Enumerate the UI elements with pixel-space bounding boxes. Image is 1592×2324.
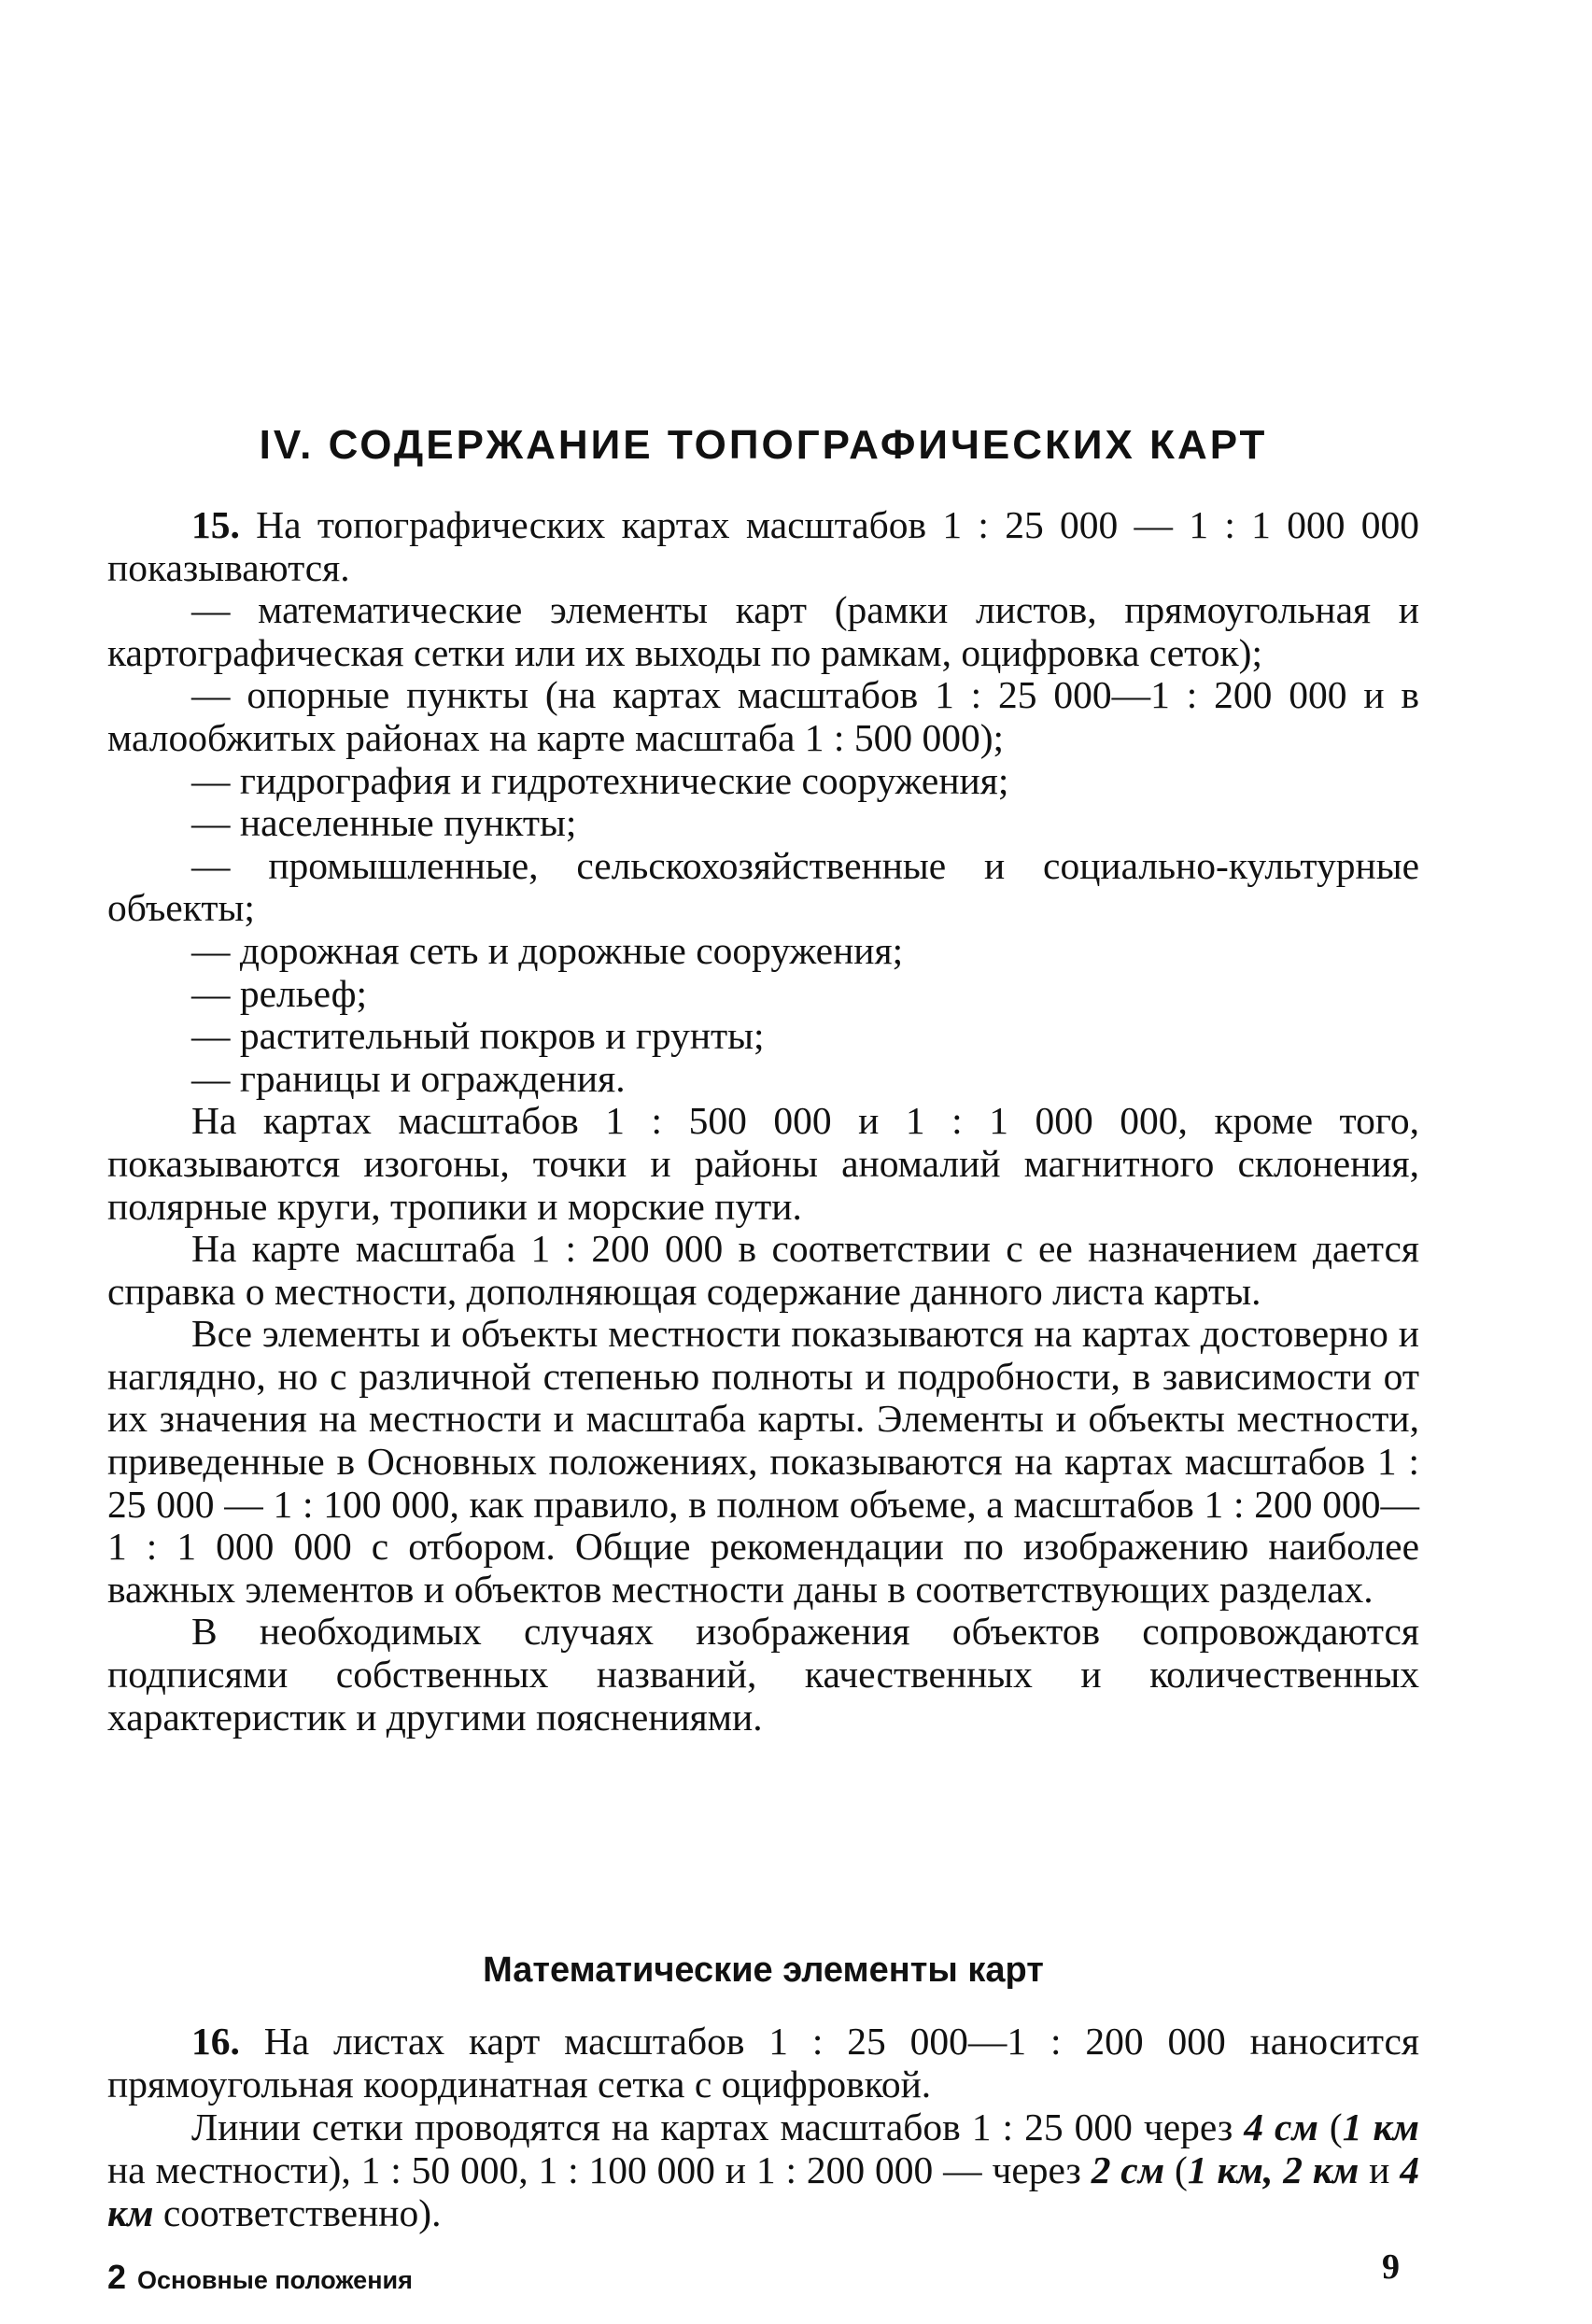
emphasis: 4 км [107,2148,1419,2234]
text-run: ( [1317,2106,1343,2148]
text-run: соответственно). [153,2191,442,2234]
paragraph: Все элементы и объекты местности показываются на картах достоверно и наглядно, но с различной степенью полноты и подробности, в зависимости от их значения на местности и масштаба карты. Элементы и объекты местности, приведенные в Основных положениях, показываются на картах масштабов 1 : 25 000 — 1 : 100 000, как правило, в полном объеме, а масштабов 1 : 200 000— 1 : 1 000 000 с отбором. Общие рекомендации по изображению наиболее важных элементов и объектов местности даны в соответствующих разделах. [107,1312,1419,1611]
emphasis: 1 км, 2 км [1187,2148,1360,2191]
page-number: 9 [1382,2247,1400,2287]
emphasis: 2 см [1091,2148,1165,2191]
paragraph-grid-lines [107,2106,1419,2234]
text-run: на местности), 1 : 50 000, 1 : 100 000 и 1 : 200 000 — через [107,2148,1092,2191]
paragraph: В необходимых случаях изображения объектов сопровождаются подписями собственных названий, качественных и количественных характеристик и другими пояснениями. [107,1610,1419,1739]
emphasis: 4 см [1244,2106,1318,2148]
text-run: и [1359,2148,1401,2191]
signature-number: 2 [107,2258,127,2296]
paragraph-text: На топографических картах масштабов 1 : 25 000 — 1 : 1 000 000 показываются. [107,503,1419,589]
list-item: — опорные пункты (на картах масштабов 1 : 25 000—1 : 200 000 и в малообжитых районах на карте масштаба 1 : 500 000); [107,673,1419,759]
list-item: — рельеф; [191,971,368,1015]
subsection-heading: Математические элементы карт [483,1951,1044,1990]
list-item: — населенные пункты; [191,801,577,845]
list-item: — растительный покров и грунты; [191,1014,765,1058]
subsection-body [107,2020,1419,2234]
list-item: — границы и ограждения. [191,1056,626,1100]
section-body [107,504,1419,1739]
paragraph: На картах масштабов 1 : 500 000 и 1 : 1 000 000, кроме того, показываются изогоны, точки и районы аномалий магнитного склонения, полярные круги, тропики и морские пути. [107,1099,1419,1228]
paragraph-text: На листах карт масштабов 1 : 25 000—1 : 200 000 наносится прямоугольная координатная сетка с оцифровкой. [107,2020,1419,2106]
text-run: Линии сетки проводятся на картах масштабов 1 : 25 000 через [191,2106,1245,2148]
list-item: — математические элементы карт (рамки листов, прямоугольная и картографическая сетки или их выходы по рамкам, оцифровка сеток); [107,588,1419,674]
paragraph: На карте масштаба 1 : 200 000 в соответствии с ее назначением дается справка о местности, дополняющая содержание данного листа карты. [107,1227,1419,1313]
list-item: — дорожная сеть и дорожные сооружения; [191,928,904,972]
paragraph-number: 16. [191,2020,240,2063]
emphasis: 1 км [1342,2106,1419,2148]
text-run: ( [1164,2148,1188,2191]
section-heading: IV. СОДЕРЖАНИЕ ТОПОГРАФИЧЕСКИХ КАРТ [259,422,1268,468]
paragraph-number: 15. [191,503,240,546]
list-item: — промышленные, сельскохозяйственные и социально-культурные объекты; [107,843,1419,930]
signature-text: Основные положения [137,2266,413,2294]
list-item: — гидрография и гидротехнические сооружения; [191,758,1009,802]
paragraph-15 [107,504,1419,589]
paragraph-16 [107,2020,1419,2106]
printer-signature [107,2258,413,2297]
